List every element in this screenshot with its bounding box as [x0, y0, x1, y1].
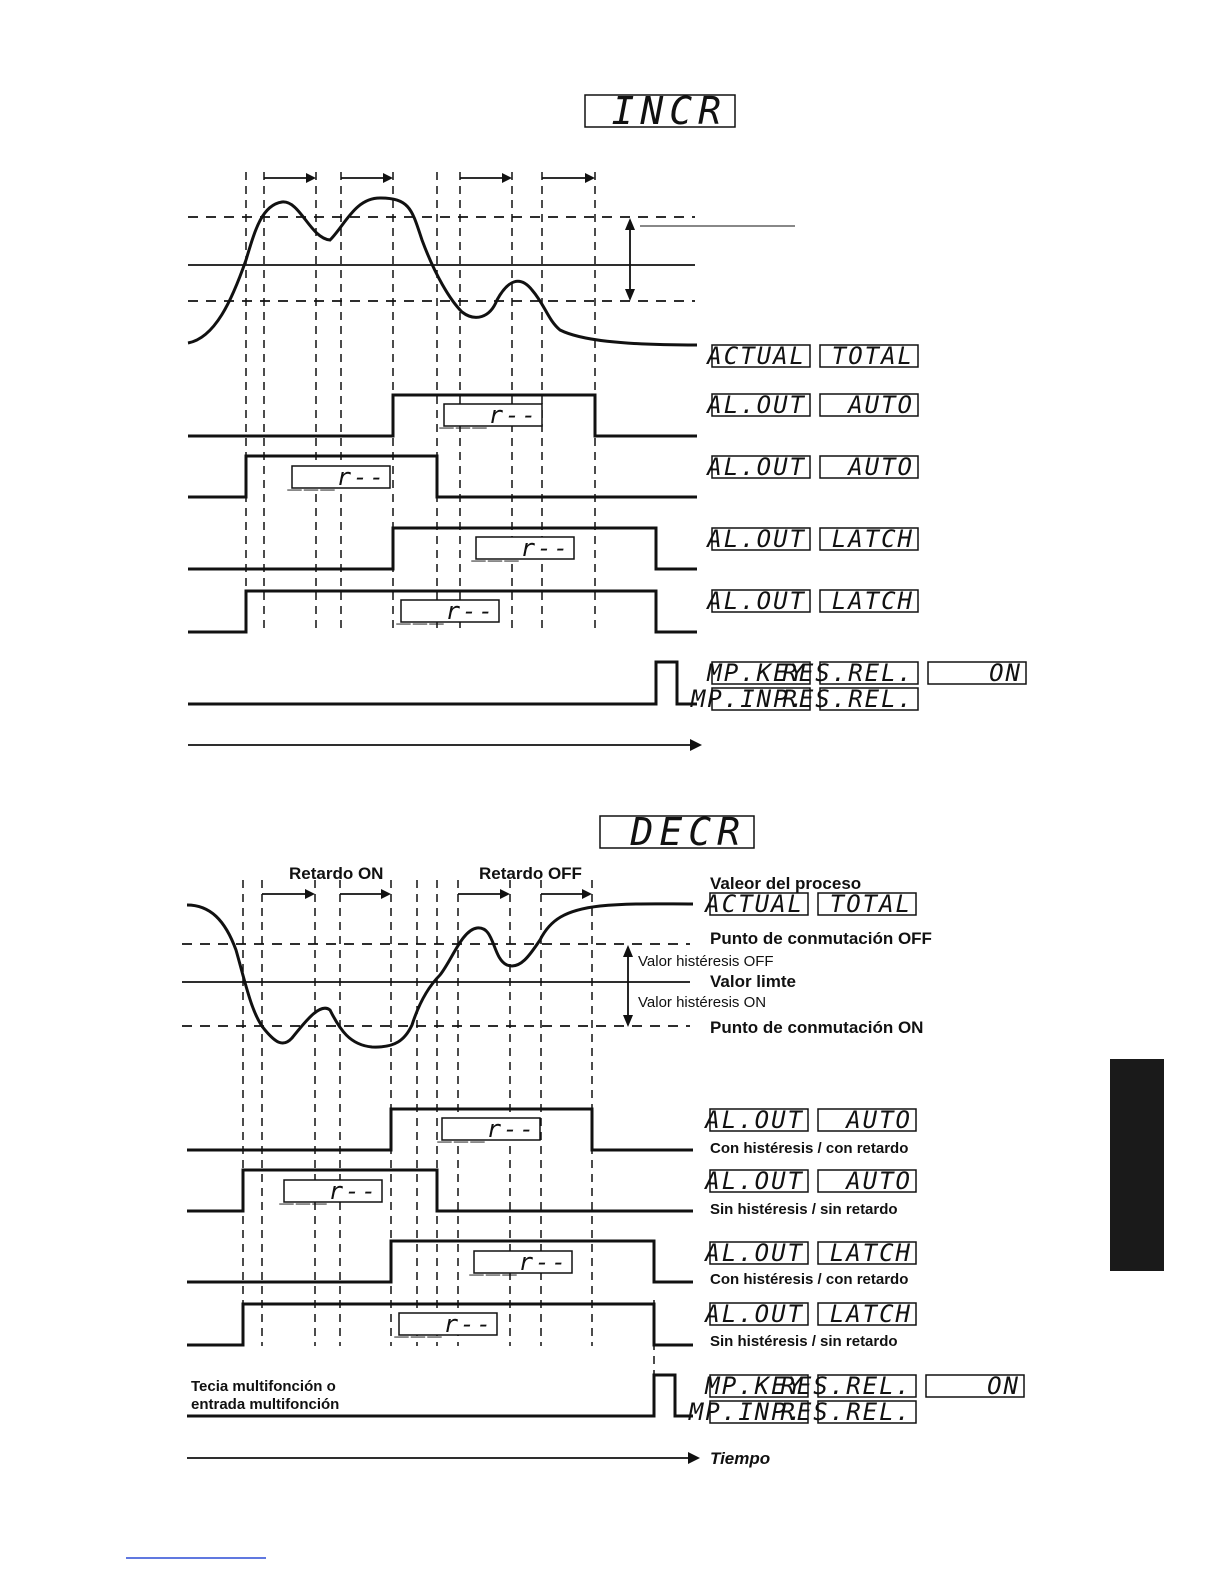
svg-text:___r--: ___r--	[469, 1248, 568, 1276]
incr-time-axis	[188, 739, 702, 751]
retardo-off-label: Retardo OFF	[479, 864, 582, 883]
decr-row-2-displays	[703, 1167, 916, 1195]
decr-row-3-caption: Con histéresis / con retardo	[710, 1271, 909, 1288]
process-value-label: Valeor del proceso	[710, 874, 862, 893]
incr-mode-text: INCR	[611, 89, 727, 133]
multifunction-label-2: entrada multifonción	[191, 1396, 340, 1413]
switch-on-label: Punto de conmutación ON	[710, 1018, 924, 1037]
time-label: Tiempo	[710, 1449, 771, 1468]
svg-text:MP.INP.: MP.INP.	[688, 1398, 804, 1426]
svg-text:TOTAL: TOTAL	[831, 342, 914, 370]
incr-row-4-displays	[705, 587, 918, 615]
svg-text:ON: ON	[987, 1372, 1020, 1400]
incr-reset-pulse	[188, 662, 697, 704]
svg-text:___r--: ___r--	[279, 1177, 378, 1205]
decr-row-1-caption: Con histéresis / con retardo	[710, 1140, 909, 1157]
svg-text:AUTO: AUTO	[846, 1106, 912, 1134]
decr-hysteresis-arrow	[623, 945, 633, 1027]
svg-text:RES.REL.: RES.REL.	[782, 659, 914, 687]
svg-text:MP.KEY: MP.KEY	[705, 1372, 804, 1400]
decr-row-4-displays	[703, 1300, 916, 1328]
incr-time-markers	[246, 172, 595, 632]
incr-output-3	[188, 528, 697, 569]
svg-text:___r--: ___r--	[394, 1310, 493, 1338]
svg-text:AL.OUT: AL.OUT	[705, 1300, 804, 1328]
limit-label: Valor limte	[710, 972, 796, 991]
decr-value-displays	[703, 890, 916, 918]
hyst-off-label: Valor histéresis OFF	[638, 953, 774, 970]
hyst-on-label: Valor histéresis ON	[638, 994, 767, 1011]
incr-hysteresis-arrow	[625, 218, 635, 301]
decr-row-1-displays	[703, 1106, 916, 1134]
decr-output-2	[187, 1170, 693, 1211]
svg-text:AL.OUT: AL.OUT	[707, 587, 806, 615]
side-section-tab	[1110, 1059, 1164, 1271]
svg-text:AL.OUT: AL.OUT	[707, 453, 806, 481]
svg-text:AL.OUT: AL.OUT	[705, 1167, 804, 1195]
svg-text:AL.OUT: AL.OUT	[705, 1106, 804, 1134]
incr-diagram	[188, 89, 1026, 751]
incr-value-displays	[705, 342, 918, 370]
decr-diagram	[182, 810, 1024, 1468]
decr-mode-text: DECR	[630, 810, 746, 854]
incr-delay-arrows	[264, 173, 595, 183]
decr-output-3	[187, 1241, 693, 1282]
svg-text:TOTAL: TOTAL	[829, 890, 912, 918]
svg-text:ACTUAL: ACTUAL	[707, 342, 806, 370]
svg-text:RES.REL.: RES.REL.	[780, 1398, 912, 1426]
svg-text:AL.OUT: AL.OUT	[707, 525, 806, 553]
svg-text:___r--: ___r--	[471, 534, 570, 562]
svg-text:___r--: ___r--	[437, 1115, 536, 1143]
svg-text:LATCH: LATCH	[831, 525, 914, 553]
svg-text:___r--: ___r--	[439, 401, 538, 429]
decr-row-2-caption: Sin histéresis / sin retardo	[710, 1201, 898, 1218]
svg-text:___r--: ___r--	[396, 597, 495, 625]
svg-text:AL.OUT: AL.OUT	[707, 391, 806, 419]
svg-text:ACTUAL: ACTUAL	[705, 890, 804, 918]
switch-off-label: Punto de conmutación OFF	[710, 929, 932, 948]
incr-row-2-displays	[705, 453, 918, 481]
incr-row-1-displays	[705, 391, 918, 419]
decr-row-4-caption: Sin histéresis / sin retardo	[710, 1333, 898, 1350]
decr-reset-displays	[688, 1372, 1024, 1426]
decr-time-axis	[187, 1452, 700, 1464]
svg-text:AUTO: AUTO	[848, 391, 914, 419]
incr-reset-displays	[690, 659, 1026, 713]
decr-row-3-displays	[703, 1239, 916, 1267]
multifunction-label-1: Tecia multifonción o	[191, 1378, 336, 1395]
svg-text:LATCH: LATCH	[829, 1300, 912, 1328]
svg-text:RES.REL.: RES.REL.	[782, 685, 914, 713]
incr-row-3-displays	[705, 525, 918, 553]
svg-text:RES.REL.: RES.REL.	[780, 1372, 912, 1400]
svg-text:MP.INP.: MP.INP.	[690, 685, 806, 713]
svg-text:AL.OUT: AL.OUT	[705, 1239, 804, 1267]
svg-text:LATCH: LATCH	[831, 587, 914, 615]
svg-text:MP.KEY: MP.KEY	[707, 659, 806, 687]
decr-delay-arrows	[262, 889, 592, 899]
svg-text:AUTO: AUTO	[848, 453, 914, 481]
incr-output-2	[188, 456, 697, 497]
svg-text:LATCH: LATCH	[829, 1239, 912, 1267]
retardo-on-label: Retardo ON	[289, 864, 384, 883]
svg-text:ON: ON	[989, 659, 1022, 687]
svg-text:AUTO: AUTO	[846, 1167, 912, 1195]
svg-text:___r--: ___r--	[287, 463, 386, 491]
